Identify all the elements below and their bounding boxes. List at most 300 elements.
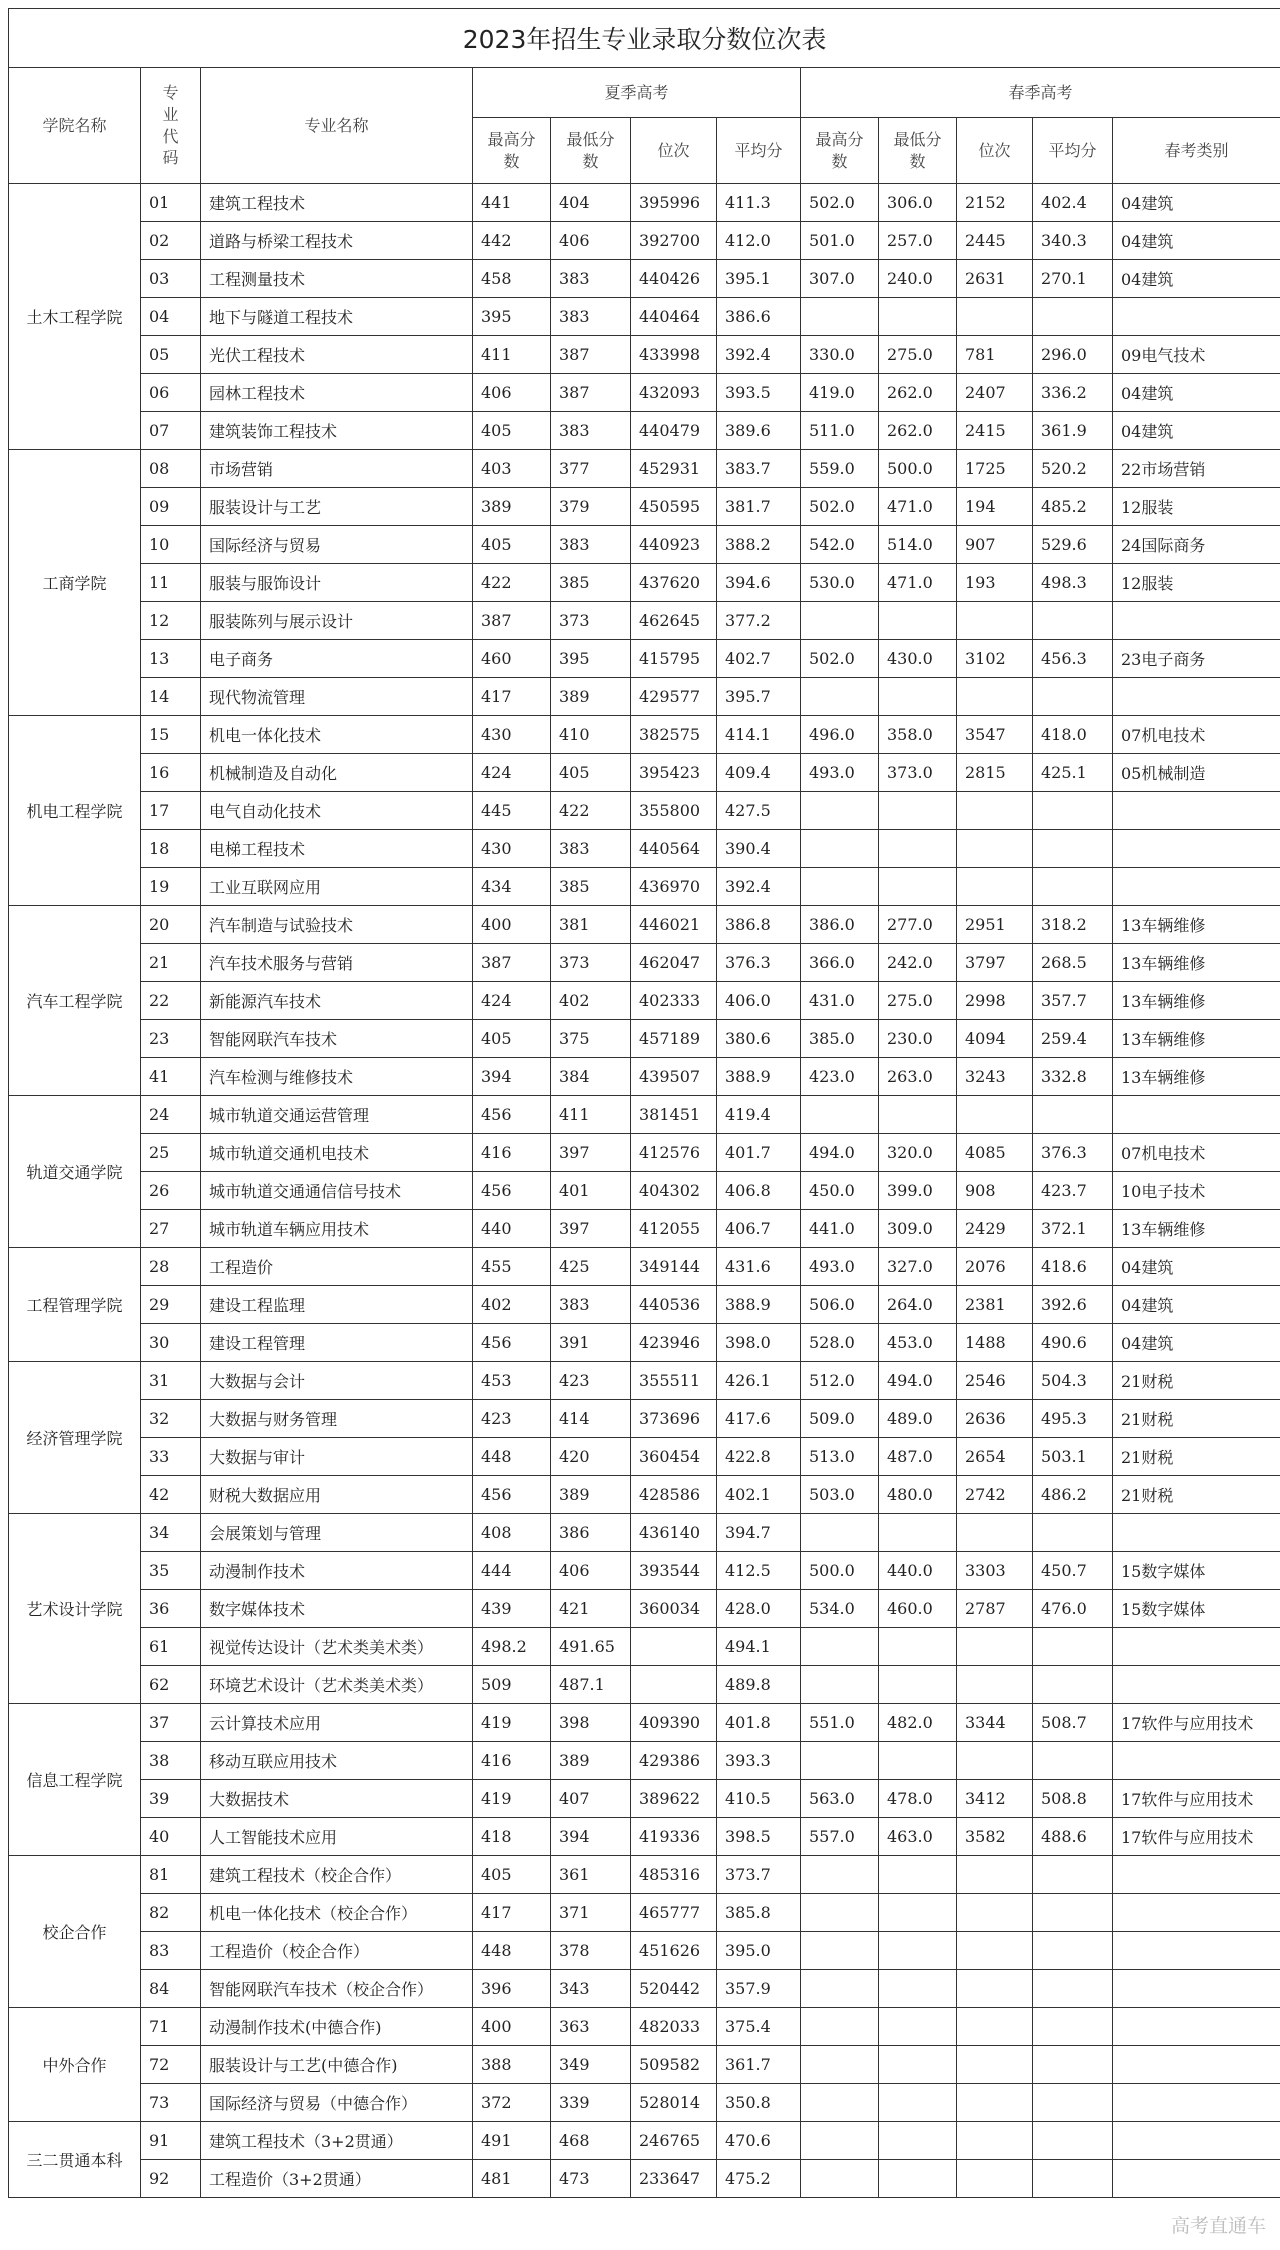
major-code-cell: 01 [141,184,201,222]
summer-min-cell: 375 [551,1020,631,1058]
spring-max-cell: 534.0 [801,1590,879,1628]
spring-rank-cell: 2636 [957,1400,1033,1438]
college-name-cell: 信息工程学院 [9,1704,141,1856]
major-name-cell: 建筑工程技术 [201,184,473,222]
spring-category-cell [1113,830,1280,868]
table-row [9,526,1280,564]
summer-avg-cell: 376.3 [717,944,801,982]
spring-min-cell: 440.0 [879,1552,957,1590]
table-row [9,1628,1280,1666]
spring-category-cell: 21财税 [1113,1362,1280,1400]
major-name-cell: 城市轨道交通运营管理 [201,1096,473,1134]
spring-avg-cell: 418.0 [1033,716,1113,754]
major-name-cell: 道路与桥梁工程技术 [201,222,473,260]
summer-rank-cell: 423946 [631,1324,717,1362]
summer-max-cell: 498.2 [473,1628,551,1666]
table-row [9,1704,1280,1742]
major-name-cell: 建筑工程技术（3+2贯通） [201,2122,473,2160]
major-code-cell: 22 [141,982,201,1020]
spring-max-cell: 450.0 [801,1172,879,1210]
spring-category-cell: 04建筑 [1113,374,1280,412]
spring-category-cell: 21财税 [1113,1476,1280,1514]
summer-min-cell: 491.65 [551,1628,631,1666]
spring-max-cell: 513.0 [801,1438,879,1476]
summer-max-cell: 456 [473,1096,551,1134]
summer-rank-cell: 246765 [631,2122,717,2160]
spring-min-cell: 487.0 [879,1438,957,1476]
spring-rank-cell [957,2160,1033,2198]
summer-avg-cell: 489.8 [717,1666,801,1704]
spring-category-cell [1113,1932,1280,1970]
summer-min-cell: 378 [551,1932,631,1970]
spring-rank-cell: 2998 [957,982,1033,1020]
table-row [9,450,1280,488]
spring-avg-cell: 529.6 [1033,526,1113,564]
summer-max-cell: 456 [473,1324,551,1362]
spring-max-cell [801,792,879,830]
summer-avg-cell: 393.3 [717,1742,801,1780]
spring-min-cell [879,1096,957,1134]
summer-max-cell: 440 [473,1210,551,1248]
summer-min-cell: 411 [551,1096,631,1134]
spring-avg-cell: 392.6 [1033,1286,1113,1324]
spring-max-cell: 530.0 [801,564,879,602]
spring-rank-cell: 1725 [957,450,1033,488]
spring-avg-cell: 490.6 [1033,1324,1113,1362]
table-row [9,944,1280,982]
major-code-cell: 10 [141,526,201,564]
header-summer-exam: 夏季高考 [473,68,801,118]
spring-max-cell [801,2008,879,2046]
spring-min-cell [879,678,957,716]
summer-rank-cell: 355800 [631,792,717,830]
spring-avg-cell [1033,2084,1113,2122]
summer-rank-cell: 402333 [631,982,717,1020]
major-code-cell: 36 [141,1590,201,1628]
summer-rank-cell: 432093 [631,374,717,412]
summer-max-cell: 456 [473,1172,551,1210]
spring-rank-cell: 2546 [957,1362,1033,1400]
table-row [9,1058,1280,1096]
spring-max-cell [801,1894,879,1932]
spring-rank-cell: 2742 [957,1476,1033,1514]
summer-max-cell: 405 [473,412,551,450]
major-name-cell: 移动互联应用技术 [201,1742,473,1780]
table-row [9,678,1280,716]
spring-rank-cell: 2152 [957,184,1033,222]
major-name-cell: 大数据与会计 [201,1362,473,1400]
summer-avg-cell: 410.5 [717,1780,801,1818]
summer-rank-cell: 462047 [631,944,717,982]
spring-min-cell: 277.0 [879,906,957,944]
major-name-cell: 城市轨道车辆应用技术 [201,1210,473,1248]
spring-rank-cell [957,298,1033,336]
summer-max-cell: 509 [473,1666,551,1704]
spring-category-cell [1113,602,1280,640]
summer-min-cell: 421 [551,1590,631,1628]
summer-max-cell: 405 [473,1020,551,1058]
summer-avg-cell: 394.6 [717,564,801,602]
spring-avg-cell [1033,1628,1113,1666]
summer-avg-cell: 431.6 [717,1248,801,1286]
summer-rank-cell: 436970 [631,868,717,906]
summer-rank-cell: 395423 [631,754,717,792]
spring-category-cell: 04建筑 [1113,1248,1280,1286]
spring-category-cell: 21财税 [1113,1400,1280,1438]
spring-min-cell [879,1742,957,1780]
table-row [9,564,1280,602]
summer-avg-cell: 388.9 [717,1058,801,1096]
major-name-cell: 工程造价 [201,1248,473,1286]
spring-category-cell [1113,2160,1280,2198]
spring-rank-cell: 2445 [957,222,1033,260]
spring-min-cell: 514.0 [879,526,957,564]
summer-avg-cell: 419.4 [717,1096,801,1134]
spring-avg-cell: 357.7 [1033,982,1113,1020]
spring-avg-cell: 332.8 [1033,1058,1113,1096]
spring-category-cell: 04建筑 [1113,412,1280,450]
spring-rank-cell: 194 [957,488,1033,526]
summer-rank-cell: 528014 [631,2084,717,2122]
summer-min-cell: 381 [551,906,631,944]
summer-max-cell: 424 [473,754,551,792]
major-name-cell: 智能网联汽车技术 [201,1020,473,1058]
spring-max-cell: 496.0 [801,716,879,754]
spring-category-cell [1113,2122,1280,2160]
major-name-cell: 服装设计与工艺 [201,488,473,526]
header-spring-max: 最高分 数 [801,118,879,184]
summer-max-cell: 387 [473,944,551,982]
major-code-cell: 30 [141,1324,201,1362]
spring-min-cell [879,1894,957,1932]
spring-max-cell: 528.0 [801,1324,879,1362]
spring-avg-cell: 503.1 [1033,1438,1113,1476]
college-name-cell: 三二贯通本科 [9,2122,141,2198]
summer-rank-cell: 482033 [631,2008,717,2046]
major-name-cell: 市场营销 [201,450,473,488]
table-row [9,1134,1280,1172]
summer-rank-cell: 439507 [631,1058,717,1096]
major-name-cell: 汽车技术服务与营销 [201,944,473,982]
spring-category-cell [1113,678,1280,716]
header-college: 学院名称 [9,68,141,184]
spring-category-cell: 12服装 [1113,488,1280,526]
table-row [9,2046,1280,2084]
spring-min-cell: 275.0 [879,336,957,374]
summer-max-cell: 439 [473,1590,551,1628]
spring-min-cell: 262.0 [879,412,957,450]
table-row [9,260,1280,298]
spring-avg-cell [1033,298,1113,336]
spring-avg-cell: 520.2 [1033,450,1113,488]
spring-rank-cell: 193 [957,564,1033,602]
college-name-cell: 机电工程学院 [9,716,141,906]
spring-category-cell: 10电子技术 [1113,1172,1280,1210]
spring-max-cell: 493.0 [801,1248,879,1286]
spring-category-cell: 13车辆维修 [1113,944,1280,982]
spring-min-cell: 275.0 [879,982,957,1020]
spring-avg-cell [1033,1666,1113,1704]
spring-rank-cell: 3243 [957,1058,1033,1096]
summer-avg-cell: 395.7 [717,678,801,716]
summer-avg-cell: 390.4 [717,830,801,868]
table-row [9,1590,1280,1628]
table-title: 2023年招生专业录取分数位次表 [9,9,1280,68]
summer-min-cell: 389 [551,678,631,716]
spring-max-cell [801,2084,879,2122]
table-row [9,1286,1280,1324]
spring-max-cell [801,1856,879,1894]
spring-min-cell: 327.0 [879,1248,957,1286]
spring-max-cell [801,2122,879,2160]
major-code-cell: 23 [141,1020,201,1058]
spring-rank-cell: 781 [957,336,1033,374]
summer-avg-cell: 428.0 [717,1590,801,1628]
spring-max-cell [801,2046,879,2084]
spring-min-cell: 263.0 [879,1058,957,1096]
summer-min-cell: 414 [551,1400,631,1438]
major-code-cell: 83 [141,1932,201,1970]
header-summer-rank: 位次 [631,118,717,184]
spring-category-cell [1113,1628,1280,1666]
summer-avg-cell: 386.6 [717,298,801,336]
summer-rank-cell: 355511 [631,1362,717,1400]
spring-max-cell: 559.0 [801,450,879,488]
major-code-cell: 33 [141,1438,201,1476]
spring-min-cell: 471.0 [879,488,957,526]
spring-category-cell: 07机电技术 [1113,716,1280,754]
major-code-cell: 21 [141,944,201,982]
college-name-cell: 校企合作 [9,1856,141,2008]
spring-max-cell: 509.0 [801,1400,879,1438]
spring-rank-cell: 3412 [957,1780,1033,1818]
spring-avg-cell: 418.6 [1033,1248,1113,1286]
summer-avg-cell: 395.0 [717,1932,801,1970]
table-row [9,792,1280,830]
summer-max-cell: 481 [473,2160,551,2198]
summer-rank-cell: 429386 [631,1742,717,1780]
summer-avg-cell: 406.8 [717,1172,801,1210]
summer-min-cell: 487.1 [551,1666,631,1704]
spring-min-cell: 463.0 [879,1818,957,1856]
spring-min-cell: 230.0 [879,1020,957,1058]
spring-min-cell: 358.0 [879,716,957,754]
table-row [9,1552,1280,1590]
summer-min-cell: 404 [551,184,631,222]
spring-avg-cell: 259.4 [1033,1020,1113,1058]
summer-min-cell: 373 [551,602,631,640]
summer-max-cell: 445 [473,792,551,830]
summer-avg-cell: 373.7 [717,1856,801,1894]
spring-avg-cell: 270.1 [1033,260,1113,298]
spring-avg-cell: 485.2 [1033,488,1113,526]
spring-min-cell: 309.0 [879,1210,957,1248]
summer-min-cell: 468 [551,2122,631,2160]
summer-min-cell: 395 [551,640,631,678]
major-code-cell: 27 [141,1210,201,1248]
major-name-cell: 机械制造及自动化 [201,754,473,792]
spring-min-cell: 480.0 [879,1476,957,1514]
major-code-cell: 14 [141,678,201,716]
summer-rank-cell: 440426 [631,260,717,298]
spring-category-cell: 13车辆维修 [1113,982,1280,1020]
summer-rank-cell: 412576 [631,1134,717,1172]
major-name-cell: 机电一体化技术 [201,716,473,754]
summer-min-cell: 401 [551,1172,631,1210]
spring-min-cell: 320.0 [879,1134,957,1172]
spring-min-cell: 471.0 [879,564,957,602]
summer-rank-cell: 440464 [631,298,717,336]
spring-rank-cell: 2631 [957,260,1033,298]
summer-rank-cell: 395996 [631,184,717,222]
spring-max-cell: 501.0 [801,222,879,260]
major-name-cell: 城市轨道交通机电技术 [201,1134,473,1172]
spring-max-cell: 386.0 [801,906,879,944]
major-code-cell: 02 [141,222,201,260]
spring-avg-cell: 318.2 [1033,906,1113,944]
major-code-cell: 71 [141,2008,201,2046]
major-code-cell: 08 [141,450,201,488]
spring-avg-cell: 361.9 [1033,412,1113,450]
major-name-cell: 城市轨道交通通信信号技术 [201,1172,473,1210]
major-name-cell: 会展策划与管理 [201,1514,473,1552]
major-name-cell: 新能源汽车技术 [201,982,473,1020]
spring-max-cell: 423.0 [801,1058,879,1096]
spring-avg-cell: 508.8 [1033,1780,1113,1818]
summer-max-cell: 456 [473,1476,551,1514]
spring-category-cell: 13车辆维修 [1113,1210,1280,1248]
major-name-cell: 建筑装饰工程技术 [201,412,473,450]
summer-rank-cell: 233647 [631,2160,717,2198]
spring-rank-cell: 2429 [957,1210,1033,1248]
major-code-cell: 61 [141,1628,201,1666]
spring-rank-cell: 3797 [957,944,1033,982]
spring-avg-cell [1033,678,1113,716]
spring-min-cell: 306.0 [879,184,957,222]
header-spring-rank: 位次 [957,118,1033,184]
summer-avg-cell: 393.5 [717,374,801,412]
spring-rank-cell: 2076 [957,1248,1033,1286]
spring-max-cell: 502.0 [801,640,879,678]
summer-max-cell: 424 [473,982,551,1020]
spring-category-cell: 13车辆维修 [1113,906,1280,944]
summer-min-cell: 387 [551,374,631,412]
spring-rank-cell [957,1970,1033,2008]
header-code: 专 业 代 码 [141,68,201,184]
spring-category-cell: 04建筑 [1113,184,1280,222]
header-spring-exam: 春季高考 [801,68,1280,118]
summer-rank-cell: 440923 [631,526,717,564]
spring-avg-cell [1033,1856,1113,1894]
table-row [9,2122,1280,2160]
summer-min-cell: 397 [551,1134,631,1172]
spring-avg-cell: 498.3 [1033,564,1113,602]
summer-avg-cell: 392.4 [717,868,801,906]
major-code-cell: 91 [141,2122,201,2160]
summer-max-cell: 442 [473,222,551,260]
major-code-cell: 11 [141,564,201,602]
major-name-cell: 服装与服饰设计 [201,564,473,602]
major-name-cell: 环境艺术设计（艺术类美术类） [201,1666,473,1704]
summer-max-cell: 422 [473,564,551,602]
spring-rank-cell: 2654 [957,1438,1033,1476]
table-row [9,2084,1280,2122]
spring-category-cell: 17软件与应用技术 [1113,1818,1280,1856]
spring-max-cell: 366.0 [801,944,879,982]
summer-avg-cell: 395.1 [717,260,801,298]
summer-min-cell: 405 [551,754,631,792]
spring-avg-cell: 450.7 [1033,1552,1113,1590]
major-name-cell: 财税大数据应用 [201,1476,473,1514]
spring-avg-cell: 504.3 [1033,1362,1113,1400]
summer-min-cell: 377 [551,450,631,488]
major-code-cell: 17 [141,792,201,830]
summer-avg-cell: 350.8 [717,2084,801,2122]
major-code-cell: 25 [141,1134,201,1172]
spring-category-cell: 15数字媒体 [1113,1552,1280,1590]
summer-rank-cell: 457189 [631,1020,717,1058]
spring-min-cell: 500.0 [879,450,957,488]
spring-max-cell: 511.0 [801,412,879,450]
college-name-cell: 经济管理学院 [9,1362,141,1514]
spring-avg-cell: 486.2 [1033,1476,1113,1514]
table-row [9,1666,1280,1704]
summer-max-cell: 406 [473,374,551,412]
summer-max-cell: 396 [473,1970,551,2008]
spring-avg-cell [1033,602,1113,640]
spring-rank-cell: 3582 [957,1818,1033,1856]
major-name-cell: 国际经济与贸易（中德合作） [201,2084,473,2122]
major-name-cell: 地下与隧道工程技术 [201,298,473,336]
summer-avg-cell: 383.7 [717,450,801,488]
major-name-cell: 服装陈列与展示设计 [201,602,473,640]
major-code-cell: 09 [141,488,201,526]
header-summer-max: 最高分 数 [473,118,551,184]
summer-min-cell: 339 [551,2084,631,2122]
summer-avg-cell: 411.3 [717,184,801,222]
summer-rank-cell: 349144 [631,1248,717,1286]
summer-min-cell: 363 [551,2008,631,2046]
spring-min-cell [879,2084,957,2122]
spring-min-cell: 460.0 [879,1590,957,1628]
summer-min-cell: 410 [551,716,631,754]
table-row [9,1970,1280,2008]
summer-avg-cell: 401.8 [717,1704,801,1742]
spring-category-cell [1113,1666,1280,1704]
spring-max-cell: 502.0 [801,488,879,526]
major-code-cell: 12 [141,602,201,640]
spring-rank-cell: 4094 [957,1020,1033,1058]
major-name-cell: 动漫制作技术(中德合作) [201,2008,473,2046]
spring-rank-cell: 2415 [957,412,1033,450]
spring-rank-cell [957,678,1033,716]
spring-category-cell [1113,792,1280,830]
summer-avg-cell: 401.7 [717,1134,801,1172]
table-row [9,2160,1280,2198]
major-name-cell: 大数据与财务管理 [201,1400,473,1438]
summer-rank-cell: 373696 [631,1400,717,1438]
spring-category-cell: 04建筑 [1113,222,1280,260]
spring-category-cell: 24国际商务 [1113,526,1280,564]
summer-rank-cell: 429577 [631,678,717,716]
spring-avg-cell [1033,1932,1113,1970]
summer-rank-cell: 465777 [631,1894,717,1932]
table-row [9,1894,1280,1932]
spring-max-cell: 512.0 [801,1362,879,1400]
spring-max-cell: 503.0 [801,1476,879,1514]
spring-min-cell: 478.0 [879,1780,957,1818]
spring-category-cell: 09电气技术 [1113,336,1280,374]
